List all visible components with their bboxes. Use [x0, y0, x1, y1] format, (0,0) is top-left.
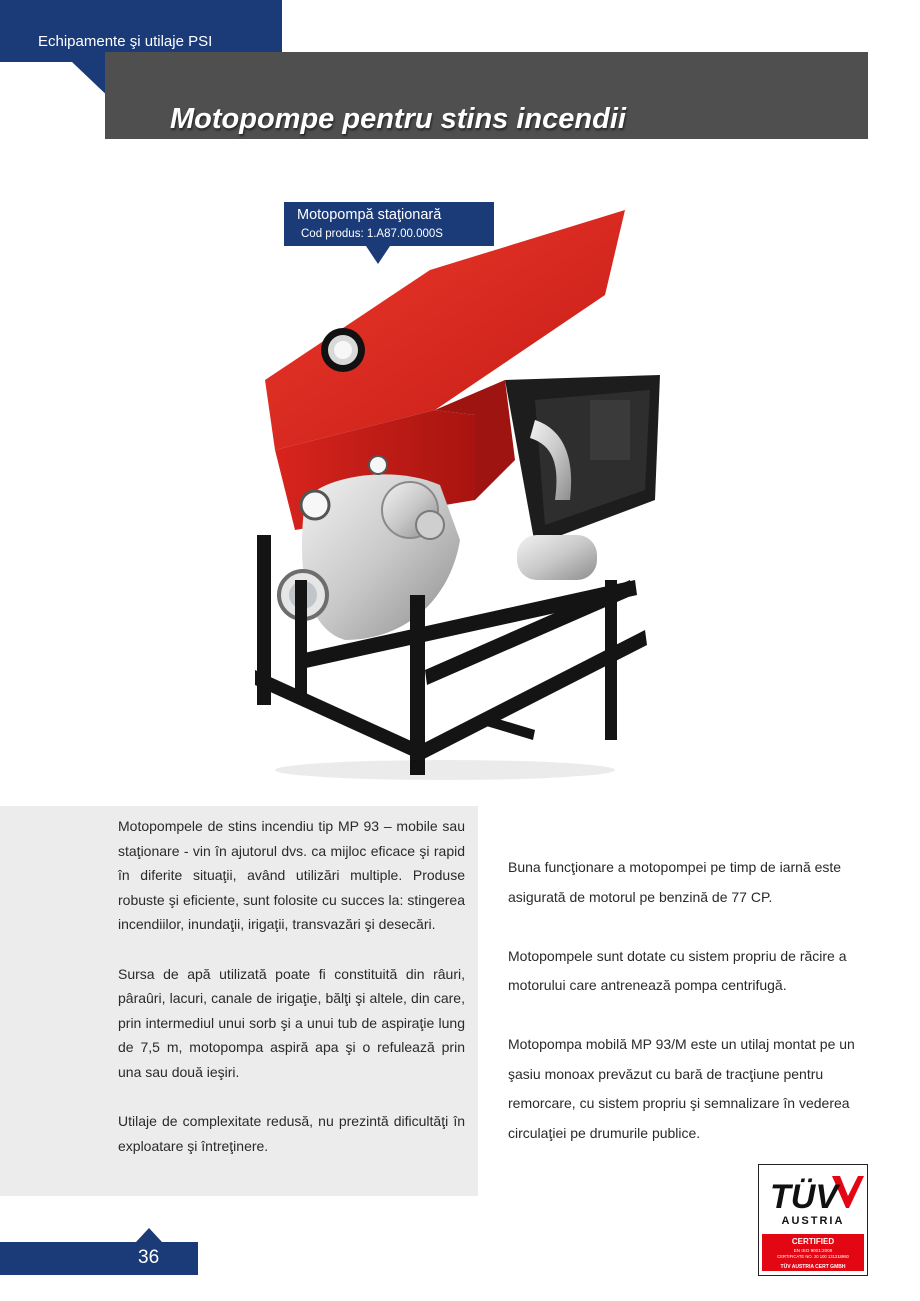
right-paragraph-2: Motopompele sunt dotate cu sistem propriu de răcire a motorului care antrenează pompa centrifugă. [508, 947, 847, 993]
fire-pump-image [235, 200, 675, 790]
right-paragraph-3: Motopompa mobilă MP 93/M este un utilaj montat pe un şasiu monoax prevăzut cu bară de tracţiune pentru remorcare, cu sistem propriu şi semnalizare în vederea circulaţiei pe drumurile publice. [508, 1036, 855, 1141]
right-column [508, 853, 860, 1178]
category-label: Echipamente şi utilaje PSI [38, 33, 213, 50]
cert-brand: TÜV [770, 1178, 838, 1216]
left-paragraph-3: Utilaje de complexitate redusă, nu prezintă dificultăţi în exploatare şi întreţinere. [118, 1113, 465, 1154]
page-number-pointer [136, 1228, 162, 1242]
page-title: Motopompe pentru stins incendii [170, 103, 626, 135]
cert-number: CERTIFICATE NO. 20 100 131318960 [777, 1254, 849, 1259]
product-name: Motopompă staţionară [297, 207, 442, 223]
cert-standard: EN ISO 9001:2008 [793, 1248, 833, 1253]
cert-country: AUSTRIA [781, 1215, 845, 1227]
left-column [118, 814, 465, 1183]
callout-pointer [366, 246, 390, 264]
product-code: Cod produs: 1.A87.00.000S [301, 228, 443, 240]
title-bar [105, 52, 868, 139]
cert-status: CERTIFIED [791, 1237, 835, 1246]
left-paragraph-2: Sursa de apă utilizată poate fi constituită din râuri, pâraûri, lacuri, canale de irigaţie, bălţi şi altele, din care, prin intermediul unui sorb şi a unui tub de aspiraţie lung de 7,5 m, motopompa aspiră apa şi o refulează prin una sau două ieşiri. [118, 965, 465, 1080]
page-number: 36 [138, 1247, 160, 1268]
tuv-austria-certified-logo [758, 1164, 868, 1276]
right-paragraph-1: Buna funcţionare a motopompei pe timp de iarnă este asigurată de motorul pe benzină de 77 CP. [508, 859, 842, 905]
page-number-bar [0, 1242, 198, 1275]
left-paragraph-1: Motopompele de stins incendiu tip MP 93 – mobile sau staţionare - vin în ajutorul dvs. ca mijloc eficace şi rapid în diferite situaţii, având utilizări multiple. Produse robuste şi eficiente, sunt folosite cu succes la: stingerea incendiilor, inundaţii, irigaţii, transvazări şi desecări. [118, 818, 465, 933]
product-callout [284, 202, 494, 246]
cert-issuer: TÜV AUSTRIA CERT GMBH [780, 1264, 846, 1270]
